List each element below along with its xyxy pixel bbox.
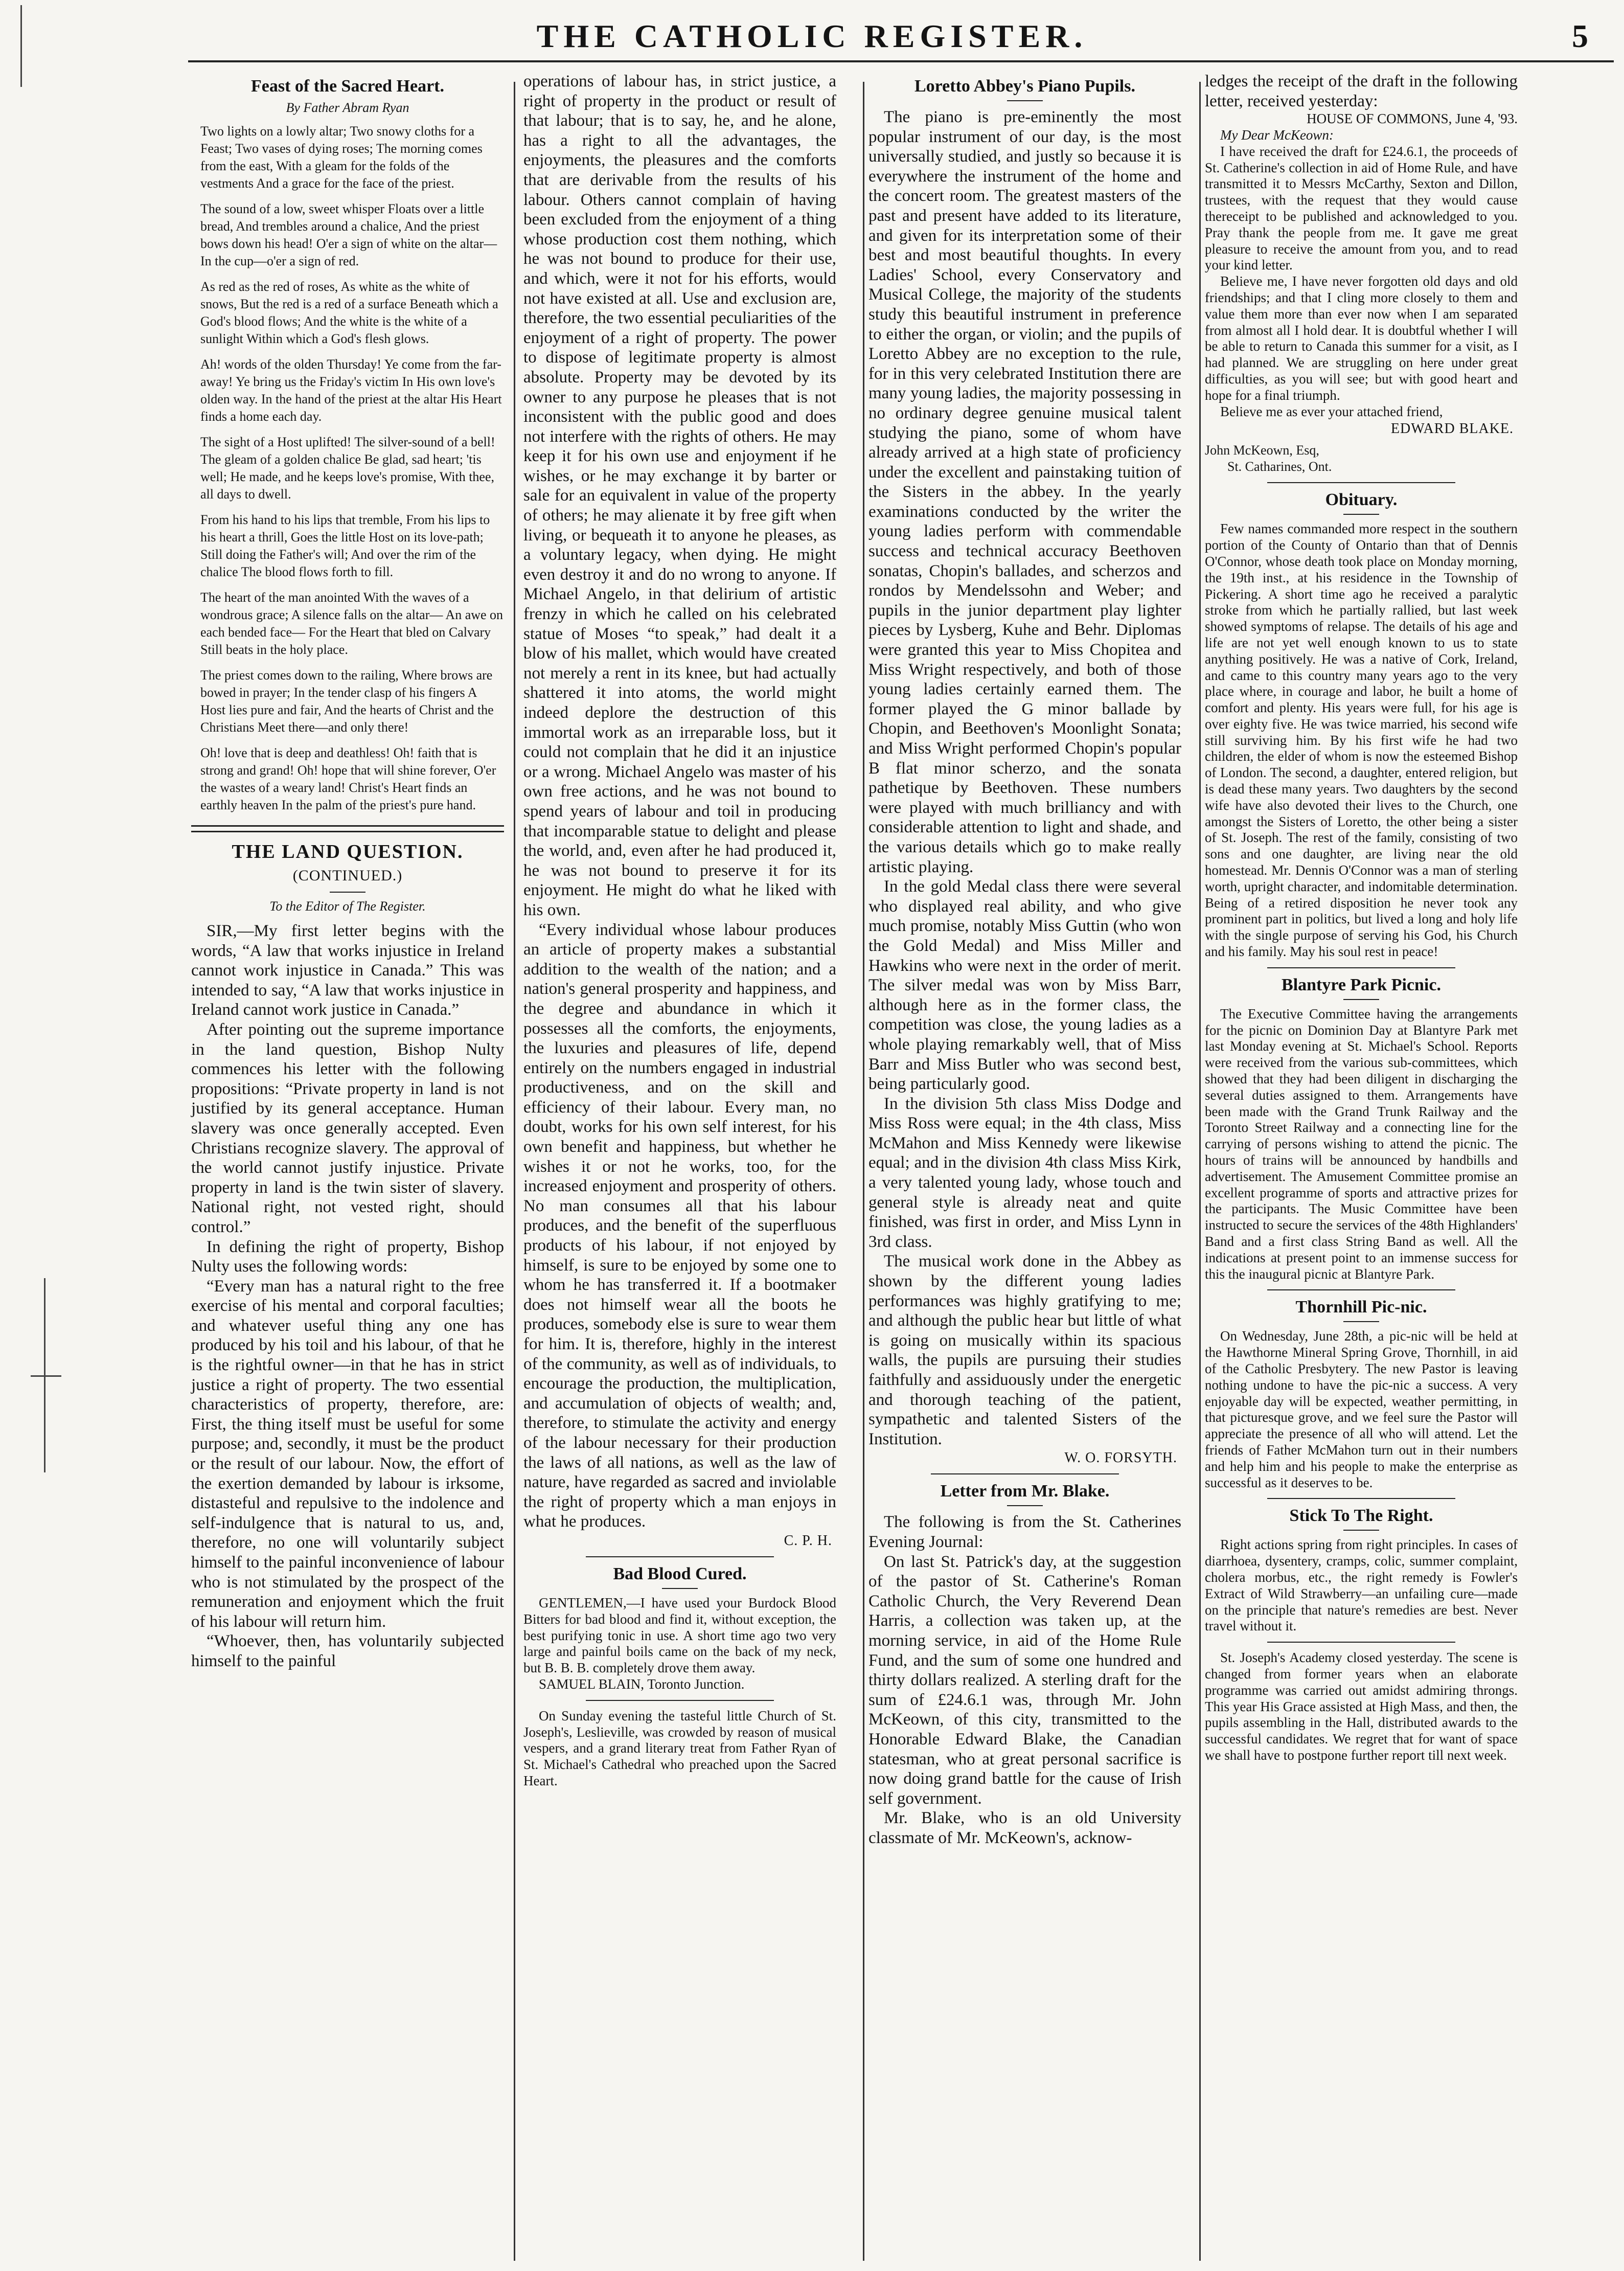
poem-stanza: The sound of a low, sweet whisper Floats over a little bread, And trembles around a chalice, And the priest bows down his head! O'er a sign of white on the altar— In the cup—o'er a sign of red. (200, 201, 497, 268)
column-rule (1199, 82, 1201, 2261)
article-paragraph: Right actions spring from right principles. In cases of diarrhoea, dysentery, cramps, colic, summer complaint, cholera morbus, etc., the right remedy is Fowler's Extract of Wild Strawberry—an unfailing cure—made on the principle that nature's remedies are best. Never travel without it. (1205, 1537, 1518, 1634)
column-rule (514, 82, 515, 2261)
letter-addressee (1205, 442, 1518, 475)
margin-mark-tick (31, 1375, 61, 1377)
article-paragraph: In the gold Medal class there were several who displayed real ability, and who give much promise, notably Miss Guttin (who won the Gold Medal) and Miss Miller and Hawkins who were next in the order of merit. The silver medal was won by Miss Barr, although here as in the former class, the competition was close, the young ladies as a whole playing remarkably well, that of Miss Barr and Miss Butler who was second best, being particularly good. (868, 877, 1181, 1094)
leslieville-notice (523, 1708, 836, 1789)
blake-letter-title: Letter from Mr. Blake. (940, 1482, 1110, 1501)
article-paragraph: St. Joseph's Academy closed yesterday. The scene is changed from former years when an elaborate programme was carried out amidst admiring throngs. This year His Grace assisted at High Mass, and then, the pupils assembling in the Hall, distributed awards to the successful candidates. We regret that for want of space we shall have to postpone further report till next week. (1205, 1650, 1518, 1763)
divider (1343, 514, 1379, 515)
article-paragraph: The following is from the St. Catherines Evening Journal: (868, 1513, 1181, 1551)
poem-stanza: The sight of a Host uplifted! The silver-sound of a bell! The gleam of a golden chalice Be glad, sad heart; 'tis well; He made, and he keeps love's promise, With thee, all days to dwell. (200, 435, 495, 502)
section-rule (191, 825, 504, 832)
article-paragraph: The musical work done in the Abbey as shown by the different young ladies performances was highly gratifying to me; and although the public hear but little of what is going on musically within its spacious walls, the pupils are pursuing their studies faithfully and assiduously under the energetic and thorough teaching of the patient, sympathetic and talented Sisters of the Institution. (868, 1252, 1181, 1448)
divider (1267, 1289, 1455, 1290)
divider (1007, 100, 1043, 101)
article-paragraph: Few names commanded more respect in the southern portion of the County of Ontario than that of Dennis O'Connor, whose death took place on Monday morning, the 19th inst., at his residence in the Township of Pickering. A short time ago he received a paralytic stroke from which he partially rallied, but last week showed symptoms of relapse. The details of his age and life are not yet well enough known to us to state anything positively. He was a native of Cork, Ireland, and came to this country many years ago to the very place where, in courage and labor, he built a home of comfort and plenty. His years were full, for his age is over eighty five. He was twice married, his second wife still surviving him. By his first wife he had two children, the elder of whom is now the esteemed Bishop of London. The second, a daughter, entered religion, but is dead these many years. Two daughters by the second wife have also devoted their lives to the Church, one amongst the Sisters of Loretto, the other being a sister of St. Joseph. The rest of the family, consisting of two sons and one daughter, are living near the old homestead. Mr. Dennis O'Connor was a man of sterling worth, upright character, and indomitable determination. Being of a retired disposition he never took any prominent part in politics, but lived a long and holy life with the single purpose of serving his God, his Church and his family. May his soul rest in peace! (1205, 521, 1518, 960)
divider (586, 1556, 773, 1557)
divider (1343, 1530, 1379, 1531)
land-question-signature: C. P. H. (784, 1532, 832, 1549)
masthead-rule (188, 60, 1614, 62)
letter-place-date: HOUSE OF COMMONS, June 4, '93. (1307, 111, 1518, 127)
ad-signature: SAMUEL BLAIN, Toronto Junction. (539, 1676, 745, 1692)
piano-pupils-signature: W. O. FORSYTH. (1064, 1450, 1177, 1466)
column-2 (523, 72, 836, 1789)
column-rule (863, 82, 864, 2261)
divider (1267, 1498, 1455, 1499)
divider (1007, 1505, 1043, 1506)
poem-author: By Father Abram Ryan (286, 100, 409, 115)
divider (1267, 967, 1455, 968)
obituary-body (1205, 521, 1518, 960)
poem-stanza: The heart of the man anointed With the waves of a wondrous grace; A silence falls on the altar— An awe on each bended face— For the Heart that bled on Calvary Still beats in the holy place. (200, 590, 504, 657)
poem-title: Feast of the Sacred Heart. (251, 77, 444, 96)
newspaper-title: THE CATHOLIC REGISTER. (536, 18, 1088, 54)
article-paragraph: On Wednesday, June 28th, a pic-nic will be held at the Hawthorne Mineral Spring Grove, Thornhill, in aid of the Catholic Presbytery. The new Pastor is leaving nothing undone to have the pic-nic a success. A very enjoyable day will be expected, weather permitting, in that picturesque grove, and we feel sure the Pastor will appreciate the presence of all who will attend. Let the friends of Father McMahon turn out in their numbers and help him and his people to make the enterprise as successful as it deserves to be. (1205, 1328, 1518, 1490)
bad-blood-title: Bad Blood Cured. (613, 1564, 747, 1583)
poem-stanza: Two lights on a lowly altar; Two snowy cloths for a Feast; Two vases of dying roses; The morning comes from the east, With a gleam for the folds of the vestments And a grace for the face of the priest. (200, 124, 483, 191)
poem-stanza: The priest comes down to the railing, Where brows are bowed in prayer; In the tender clasp of his fingers A Host lies pure and fair, And the hearts of Christ and the Christians Meet there—and only there! (200, 668, 494, 735)
obituary-title: Obituary. (1325, 490, 1398, 510)
blake-letter-continuation (1205, 72, 1518, 111)
notice-text: On Sunday evening the tasteful little Church of St. Joseph's, Leslieville, was crowded by reason of musical vespers, and a grand literary treat from Father Ryan of St. Michael's Cathedral who preached upon the Sacred Heart. (523, 1708, 836, 1788)
thornhill-picnic-body (1205, 1328, 1518, 1491)
article-paragraph: After pointing out the supreme importance in the land question, Bishop Nulty commences his letter with the following propositions: “Private property in land is not justified by its general acceptance. Human slavery was once generally accepted. Even Christians recognize slavery. The approval of the world cannot justify injustice. Private property in land is the twin sister of slavery. National right, not vested right, should control.” (191, 1020, 504, 1236)
column-3 (868, 72, 1181, 1848)
letter-signature: EDWARD BLAKE. (1390, 421, 1514, 437)
letter-salutation: My Dear McKeown: (1220, 127, 1334, 143)
land-question-to-editor: To the Editor of The Register. (269, 899, 426, 914)
addressee-town: St. Catharines, Ont. (1227, 459, 1332, 474)
land-question-continued: (CONTINUED.) (292, 867, 403, 884)
stick-to-right-title: Stick To The Right. (1289, 1506, 1433, 1526)
bad-blood-ad (523, 1595, 836, 1693)
letter-paragraph: Believe me as ever your attached friend, (1220, 403, 1443, 419)
divider (1267, 482, 1455, 483)
academy-notice (1205, 1650, 1518, 1764)
poem-body (191, 123, 504, 814)
poem-stanza: As red as the red of roses, As white as the white of snows, But the red is a red of a surface Beneath which a God's blood flows; And the white is the white of a sunlight Within which a God's flesh glows. (200, 279, 498, 346)
column-4 (1205, 72, 1518, 1764)
article-paragraph: “Every man has a natural right to the free exercise of his mental and corporal faculties; and whatever useful thing any one has produced by his toil and his labour, of that he is the rightful owner—in that he has in strict justice a right of property. The two essential characteristics of property, therefore, are: First, the thing itself must be useful for some purpose; and, secondly, it must be the product or the result of our labour. Now, the effort of the exertion demanded by labour is irksome, distasteful and repulsive to the indolence and self-indulgence that is natural to us, and, therefore, no one will voluntarily subject himself to the painful inconvenience of labour who is not stimulated by the prospect of the remuneration and enjoyment which the fruit of his labour will return him. (191, 1277, 504, 1631)
article-paragraph: In the division 5th class Miss Dodge and Miss Ross were equal; in the 4th class, Miss McMahon and Miss Kennedy were likewise equal; and in the division 4th class Miss Kirk, a very talented young lady, whose touch and general style is already neat and quite finished, was first in order, and Miss Lynn in 3rd class. (868, 1094, 1181, 1251)
divider (1343, 1321, 1379, 1322)
land-question-body (191, 921, 504, 1671)
land-question-continuation (523, 72, 836, 1532)
article-paragraph: SIR,—My first letter begins with the words, “A law that works injustice in Ireland cannot work injustice in Canada.” This was intended to say, “A law that works injustice in Ireland cannot work justice in Canada.” (191, 922, 504, 1019)
article-paragraph: On last St. Patrick's day, at the suggestion of the pastor of St. Catherine's Roman Catholic Church, the Very Reverend Dean Harris, a collection was taken up, at the morning service, in aid of the Home Rule Fund, and the sum of some one hundred and thirty dollars realized. A sterling draft for the sum of £24.6.1 was, through Mr. John McKeown, of this city, transmitted to the Honorable Edward Blake, the Canadian statesman, who at great personal sacrifice is now doing grand battle for the cause of Irish self government. (868, 1552, 1181, 1808)
divider (662, 1588, 698, 1589)
blantyre-picnic-title: Blantyre Park Picnic. (1282, 975, 1441, 994)
column-1 (191, 72, 504, 1671)
divider (586, 1700, 773, 1701)
divider (330, 892, 365, 893)
article-paragraph: The piano is pre-eminently the most popular instrument of our day, is the most universally studied, and justly so because it is everywhere the instrument of the home and the concert room. The greatest masters of the past and present have added to its literature, and given for its interpretation some of their best and most beautiful thoughts. In every Ladies' School, every Conservatory and Musical College, the majority of the students study this beautiful instrument in preference to either the organ, or violin; and the pupils of Loretto Abbey are no exception to the rule, for in this very celebrated Institution there are many young ladies, the majority possessing in no ordinary degree genuine musical talent studying the piano, some of whom have already arrived at a high state of proficiency under the excellent and painstaking tuition of the Sisters in the abbey. In the yearly examinations conducted by the writer the young ladies perform with commendable success and technical accuracy Beethoven sonatas, Chopin's ballades, and scherzos and rondos by Mendelssohn and Weber; and pupils in the junior department play lighter pieces by Lysberg, Kuhe and Behr. Diplomas were granted this year to Miss Chopitea and Miss Wright respectively, and both of those young ladies certainly earned them. The former played the G minor ballade by Chopin, and Beethoven's Moonlight Sonata; and Miss Wright performed Chopin's popular B flat minor scherzo, and the sonata pathetique by Beethoven. These numbers were played with much brilliancy and with considerable attention to light and shade, and the various details which go to make really artistic playing. (868, 108, 1181, 876)
stick-to-right-body (1205, 1537, 1518, 1634)
poem-stanza: From his hand to his lips that tremble, From his lips to his heart a thrill, Goes the little Host on its love-path; Still doing the Father's will; And over the rim of the chalice The blood flows forth to fill. (200, 512, 490, 579)
article-paragraph: The Executive Committee having the arrangements for the picnic on Dominion Day at Blantyre Park met last Monday evening at St. Michael's School. Reports were received from the various sub-committees, which showed that they had been diligent in discharging the several duties assigned to them. Arrangements have been made with the Grand Trunk Railway and the Toronto Street Railway and a connecting line for the carrying of persons wishing to attend the picnic. The hours of trains will be announced by handbills and advertisement. The Amusement Committee promise an excellent programme of sports and attractive prizes for the participants. The Music Committee have been instructed to secure the services of the 48th Highlanders' Band and a first class String Band as well. All the indications at present point to an immense success for this the inaugural picnic at Blantyre Park. (1205, 1006, 1518, 1282)
poem-stanza: Oh! love that is deep and deathless! Oh! faith that is strong and grand! Oh! hope that will shine forever, O'er the wastes of a weary land! Christ's Heart finds an earthly heaven In the palm of the priest's pure hand. (200, 745, 496, 812)
article-paragraph: “Every individual whose labour produces an article of property makes a substantial addition to the wealth of the nation; and a nation's general prosperity and happiness, and the degree and abundance in which it possesses all the comforts, the enjoyments, the luxuries and pleasures of life, depend entirely on the numbers engaged in industrial productiveness, and on the skill and efficiency of their labour. Every man, no doubt, works for his own self interest, for his own benefit and happiness, but whether he wishes it or not he works, too, for the increased enjoyment and prosperity of others. No man consumes all that his labour produces, and the benefit of the superfluous products of his labour, if not enjoyed by himself, is sure to be enjoyed by some one to whom he has transferred it. If a bootmaker does not himself wear all the boots he produces, somebody else is sure to wear them for him. It is, therefore, highly in the interest of the community, as well as of individuals, to encourage the production, the multiplication, and accumulation of objects of wealth; and, therefore, to stimulate the activity and energy of the labour necessary for their production the laws of all nations, as well as the law of nature, have regarded as sacred and inviolable the right of property which a man enjoys in what he produces. (523, 920, 836, 1531)
blake-letter (1205, 111, 1518, 420)
page-number: 5 (1572, 18, 1588, 54)
ad-text: GENTLEMEN,—I have used your Burdock Blood Bitters for bad blood and find it, without exception, the best purifying tonic in use. A short time ago two very large and painful boils came on the back of my neck, but B. B. B. completely drove them away. (523, 1595, 836, 1676)
addressee-name: John McKeown, Esq, (1205, 443, 1319, 458)
divider (1343, 999, 1379, 1000)
piano-pupils-title: Loretto Abbey's Piano Pupils. (914, 77, 1135, 96)
article-paragraph: In defining the right of property, Bishop Nulty uses the following words: (191, 1237, 504, 1276)
piano-pupils-body (868, 107, 1181, 1449)
article-paragraph: ledges the receipt of the draft in the following letter, received yesterday: (1205, 72, 1518, 110)
divider (1267, 1642, 1455, 1643)
masthead (0, 0, 1624, 61)
article-paragraph: operations of labour has, in strict justice, a right of property in the product or result of that labour; that is to say, he, and he alone, has a right to all the advantages, the enjoyments, the pleasures and the comforts that are derivable from the results of his labour. Others cannot complain of having been excluded from the enjoyment of a thing whose production cost them nothing, which he was not bound to produce for their use, and which, were it not for his efforts, would not have existed at all. Use and exclusion are, therefore, the two essential peculiarities of the enjoyment of a right of property. The power to dispose of legitimate property is almost absolute. Property may be devoted by its owner to any purpose he pleases that is not inconsistent with the public good and does not interfere with the rights of others. He may keep it for his own use and enjoyment if he wishes, or he may exchange it by barter or sale for an equivalent in value of the property of others; he may alienate it by free gift when living, or bequeath it to anyone he pleases, as a voluntary legacy, when dying. He might even destroy it and do no wrong to anyone. If Michael Angelo, in that delirium of artistic frenzy in which he called on his celebrated statue of Moses “to speak,” had dealt it a blow of his mallet, which would have created not merely a rent in its knee, but had actually shattered it into atoms, the world might indeed deplore the destruction of this immortal work as an irreparable loss, but it could not complain that he did it an injustice or a wrong. Michael Angelo was master of his own free actions, and he was not bound to spend years of labour and toil in producing that incomparable statue to delight and please the world, and, even after he had produced it, he was not bound to preserve it for its enjoyment. He might do what he liked with his own. (523, 72, 836, 919)
poem-stanza: Ah! words of the olden Thursday! Ye come from the far-away! Ye bring us the Friday's victim In His own love's olden way. In the hand of the priest at the altar His Heart finds a home each day. (200, 357, 502, 424)
article-paragraph: Mr. Blake, who is an old University classmate of Mr. McKeown's, acknow- (868, 1809, 1181, 1847)
land-question-title: THE LAND QUESTION. (232, 841, 464, 862)
article-paragraph: “Whoever, then, has voluntarily subjected himself to the painful (191, 1632, 504, 1670)
blake-letter-body (868, 1512, 1181, 1848)
divider (931, 1473, 1118, 1474)
letter-paragraph: I have received the draft for £24.6.1, the proceeds of St. Catherine's collection in aid of Home Rule, and have transmitted it to Messrs McCarthy, Sexton and Dillon, trustees, with the request that they would cause thereceipt to be published and acknowledged to you. Pray thank the people from me. It gave me great pleasure to receive the amount from you, and to read your kind letter. (1205, 143, 1518, 273)
letter-paragraph: Believe me, I have never forgotten old days and old friendships; and that I cling more closely to them and value them more than ever now when I am separated from almost all I hold dear. It is doubtful whether I will be able to return to Canada this summer for a visit, as I had planned. We are struggling on here under great difficulties, as you will see; but with good heart and hope for a final triumph. (1205, 274, 1518, 403)
blantyre-picnic-body (1205, 1006, 1518, 1283)
thornhill-picnic-title: Thornhill Pic-nic. (1295, 1298, 1427, 1317)
